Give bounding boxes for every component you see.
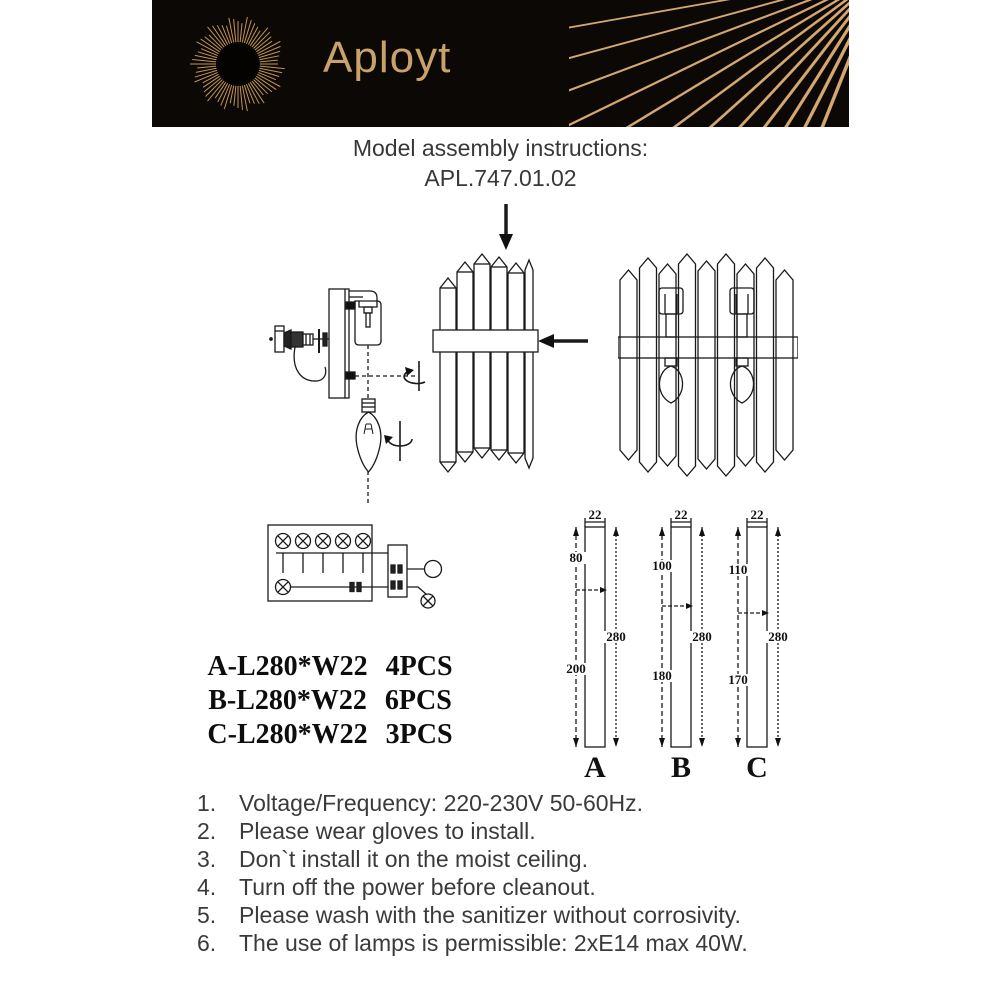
wire-bracket <box>275 326 284 352</box>
dim-seg-bottom: 200 <box>566 661 586 676</box>
part-qty: 3PCS <box>385 719 453 750</box>
part-row <box>192 650 468 684</box>
part-row <box>192 684 468 718</box>
rays-decoration-icon <box>569 0 849 127</box>
sunburst-logo-icon <box>178 2 298 126</box>
dim-total: 280 <box>768 629 788 644</box>
lamp-symbols <box>276 534 371 549</box>
diagram-label: B <box>670 751 692 784</box>
list-item <box>197 818 837 846</box>
bulb-base <box>362 399 375 412</box>
item-text: Please wear gloves to install. <box>239 818 536 844</box>
item-number: 5. <box>197 902 217 928</box>
item-number: 1. <box>197 790 217 816</box>
item-text: Don`t install it on the moist ceiling. <box>239 846 588 872</box>
list-item <box>197 790 837 818</box>
crystal-shade-drawing <box>430 200 600 500</box>
dim-width: 22 <box>588 507 602 522</box>
instructions-list <box>197 790 837 958</box>
model-number: APL.747.01.02 <box>424 165 577 191</box>
dimension-diagram-a <box>562 505 632 785</box>
screw <box>346 372 355 379</box>
title-block <box>152 133 849 193</box>
diagram-label: C <box>746 751 768 784</box>
instruction-sheet <box>152 0 849 1000</box>
item-number: 4. <box>197 874 217 900</box>
list-item <box>197 874 837 902</box>
part-row <box>192 718 468 752</box>
assembled-lamp-drawing <box>618 250 798 480</box>
wall-mount-drawing <box>267 263 442 508</box>
wire <box>294 347 326 381</box>
item-text: Voltage/Frequency: 220-230V 50-60Hz. <box>239 790 644 816</box>
mount-band <box>618 337 798 358</box>
part-qty: 4PCS <box>385 651 453 682</box>
dim-seg-bottom: 170 <box>728 672 748 687</box>
dim-total: 280 <box>606 629 626 644</box>
list-item <box>197 902 837 930</box>
list-item <box>197 930 837 958</box>
item-text: Turn off the power before cleanout. <box>239 874 596 900</box>
wiring-diagram <box>262 513 457 615</box>
dim-seg-bottom: 180 <box>652 668 672 683</box>
dimension-diagram-c <box>724 505 794 785</box>
part-code: B-L280*W22 <box>208 685 367 716</box>
parts-list <box>192 650 468 752</box>
screw <box>346 302 355 309</box>
switch-symbol <box>425 561 442 578</box>
left-arrow-icon <box>538 334 588 348</box>
dim-seg-top: 100 <box>652 558 672 573</box>
part-code: C-L280*W22 <box>207 719 368 750</box>
page-title: Model assembly instructions: <box>352 135 649 161</box>
dim-width: 22 <box>674 507 688 522</box>
dim-total: 280 <box>692 629 712 644</box>
item-text: The use of lamps is permissible: 2xE14 max 40W. <box>239 930 748 956</box>
item-number: 2. <box>197 818 217 844</box>
dimension-diagram-b <box>648 505 718 785</box>
diagram-label: A <box>584 751 606 784</box>
item-number: 6. <box>197 930 217 956</box>
list-item <box>197 846 837 874</box>
candle-bulb-icon <box>356 412 381 472</box>
lamp-socket <box>659 288 683 403</box>
dim-seg-top: 80 <box>569 550 583 565</box>
dim-width: 22 <box>750 507 764 522</box>
item-text: Please wash with the sanitizer without corrosivity. <box>239 902 741 928</box>
down-arrow-icon <box>499 204 513 250</box>
rotate-bulb-icon <box>384 421 412 461</box>
item-number: 3. <box>197 846 217 872</box>
lamp-socket <box>730 288 754 403</box>
mount-band <box>433 330 538 352</box>
part-code: A-L280*W22 <box>207 651 368 682</box>
brand-name: Aployt <box>323 33 452 82</box>
dim-seg-top: 110 <box>728 562 748 577</box>
part-qty: 6PCS <box>384 685 452 716</box>
brand-header <box>152 0 849 127</box>
